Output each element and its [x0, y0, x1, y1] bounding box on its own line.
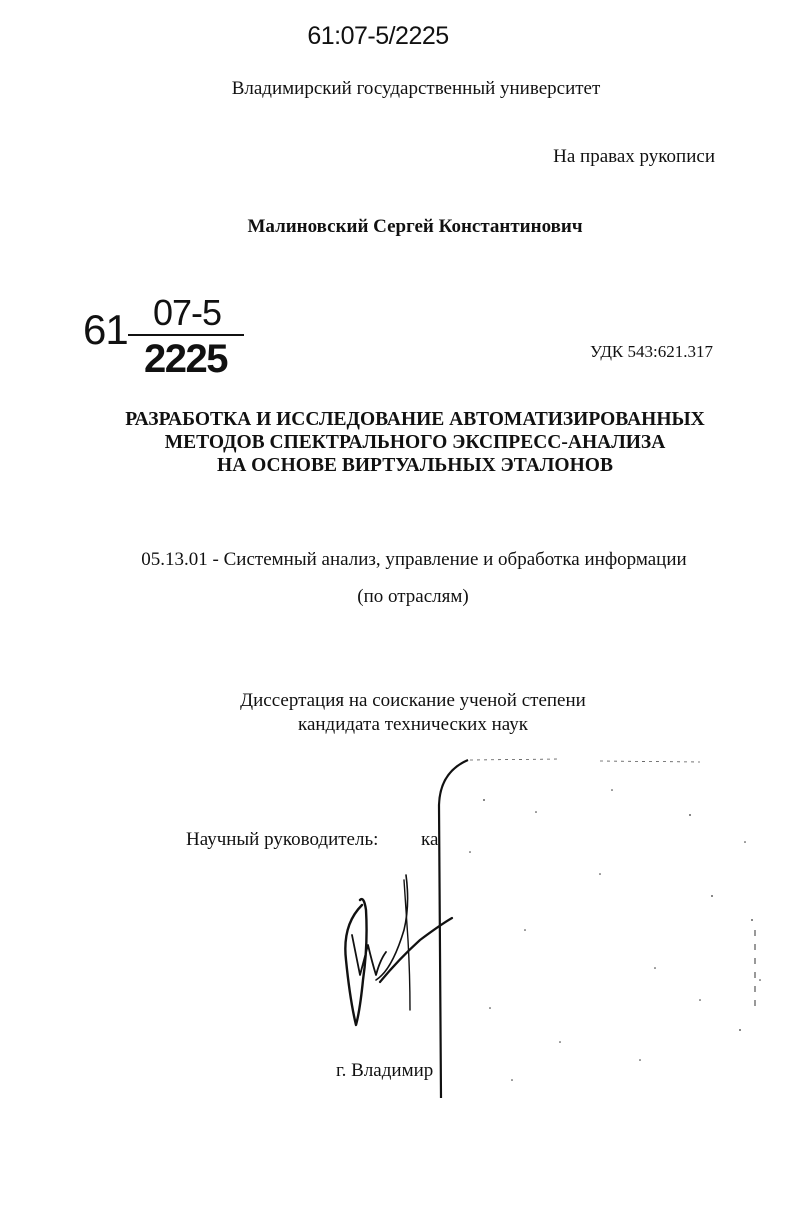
supervisor-label: Научный руководитель:	[186, 829, 379, 850]
stamp-numerator: 07-5	[153, 292, 222, 333]
author-name: Малиновский Сергей Константинович	[247, 216, 583, 237]
specialty-sub: (по отраслям)	[357, 586, 469, 607]
specialty: 05.13.01 - Системный анализ, управление и обработка информации	[141, 549, 687, 570]
stamp-prefix: 61	[83, 306, 128, 353]
signature	[345, 875, 452, 1025]
supervisor-value-fragment: ка	[421, 829, 439, 850]
title-line-1: РАЗРАБОТКА И ИССЛЕДОВАНИЕ АВТОМАТИЗИРОВАННЫХ	[125, 409, 705, 430]
degree-line-1: Диссертация на соискание ученой степени	[240, 690, 586, 711]
title-line-2: МЕТОДОВ СПЕКТРАЛЬНОГО ЭКСПРЕСС-АНАЛИЗА	[164, 432, 666, 453]
city: г. Владимир	[336, 1060, 434, 1081]
university-name: Владимирский государственный университет	[231, 78, 601, 99]
stamp-denominator: 2225	[144, 337, 227, 381]
title-line-3: НА ОСНОВЕ ВИРТУАЛЬНЫХ ЭТАЛОНОВ	[217, 455, 613, 476]
rights-note: На правах рукописи	[553, 146, 715, 167]
degree-line-2: кандидата технических наук	[298, 714, 528, 735]
udk-code: УДК 543:621.317	[590, 342, 713, 361]
catalog-number: 61:07-5/2225	[307, 22, 449, 50]
covering-sheet	[438, 758, 795, 1211]
